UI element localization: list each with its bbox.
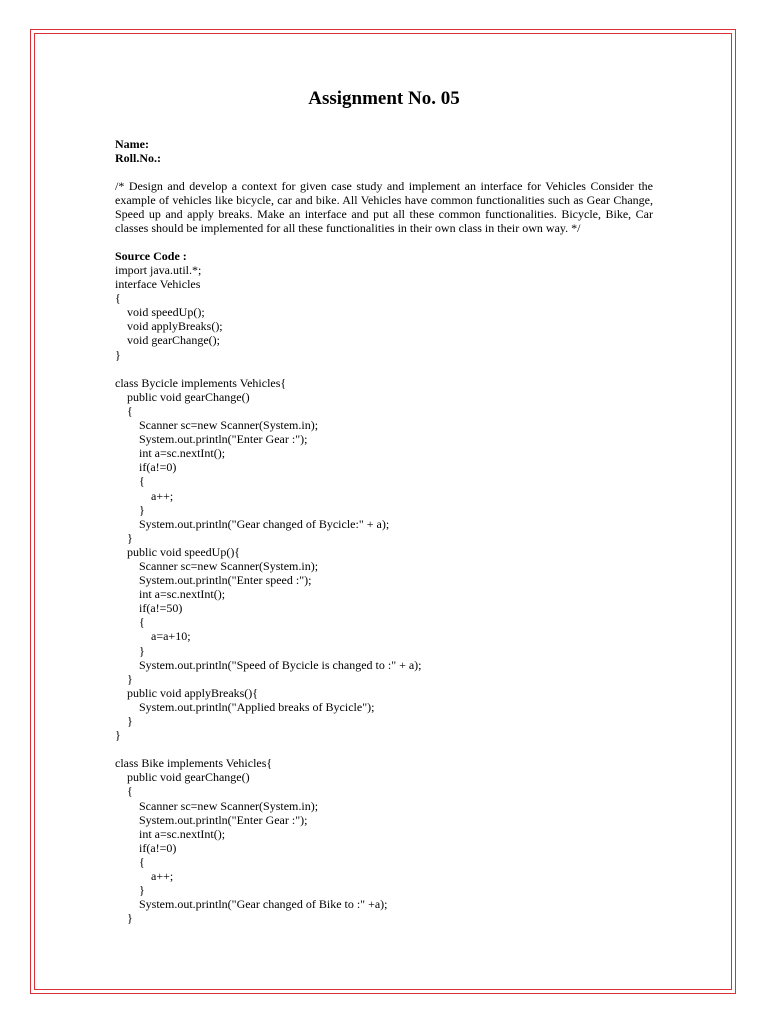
roll-number-label: Roll.No.:: [115, 151, 161, 165]
document-body: [115, 137, 653, 925]
page-title: Assignment No. 05: [308, 88, 460, 109]
problem-description: /* Design and develop a context for given case study and implement an interface for Vehicles Consider the example of vehicles like bicycle, car and bike. All Vehicles have common functionalities such as Gear Change, Speed up and apply breaks. Make an interface and put all these common functionalities. Bicycle, Bike, Car classes should be implemented for all these functionalities in their own class in their own way. */: [115, 179, 653, 235]
name-label: Name:: [115, 137, 149, 151]
source-code-label: Source Code :: [115, 249, 187, 263]
source-code-block: import java.util.*; interface Vehicles { void speedUp(); void applyBreaks(); void gearChange(); } class Bycicle implements Vehicles{ public void gearChange() { Scanner sc=new Scanner(System.in); System.out.println("Enter Gear :"); int a=sc.nextInt(); if(a!=0) { a++; } System.out.println("Gear changed of Bycicle:" + a); } public void speedUp(){ Scanner sc=new Scanner(System.in); System.out.println("Enter speed :"); int a=sc.nextInt(); if(a!=50) { a=a+10; } System.out.println("Speed of Bycicle is changed to :" + a); } public void applyBreaks(){ System.out.println("Applied breaks of Bycicle"); } } class Bike implements Vehicles{ public void gearChange() { Scanner sc=new Scanner(System.in); System.out.println("Enter Gear :"); int a=sc.nextInt(); if(a!=0) { a++; } System.out.println("Gear changed of Bike to :" +a); }: [115, 263, 422, 926]
